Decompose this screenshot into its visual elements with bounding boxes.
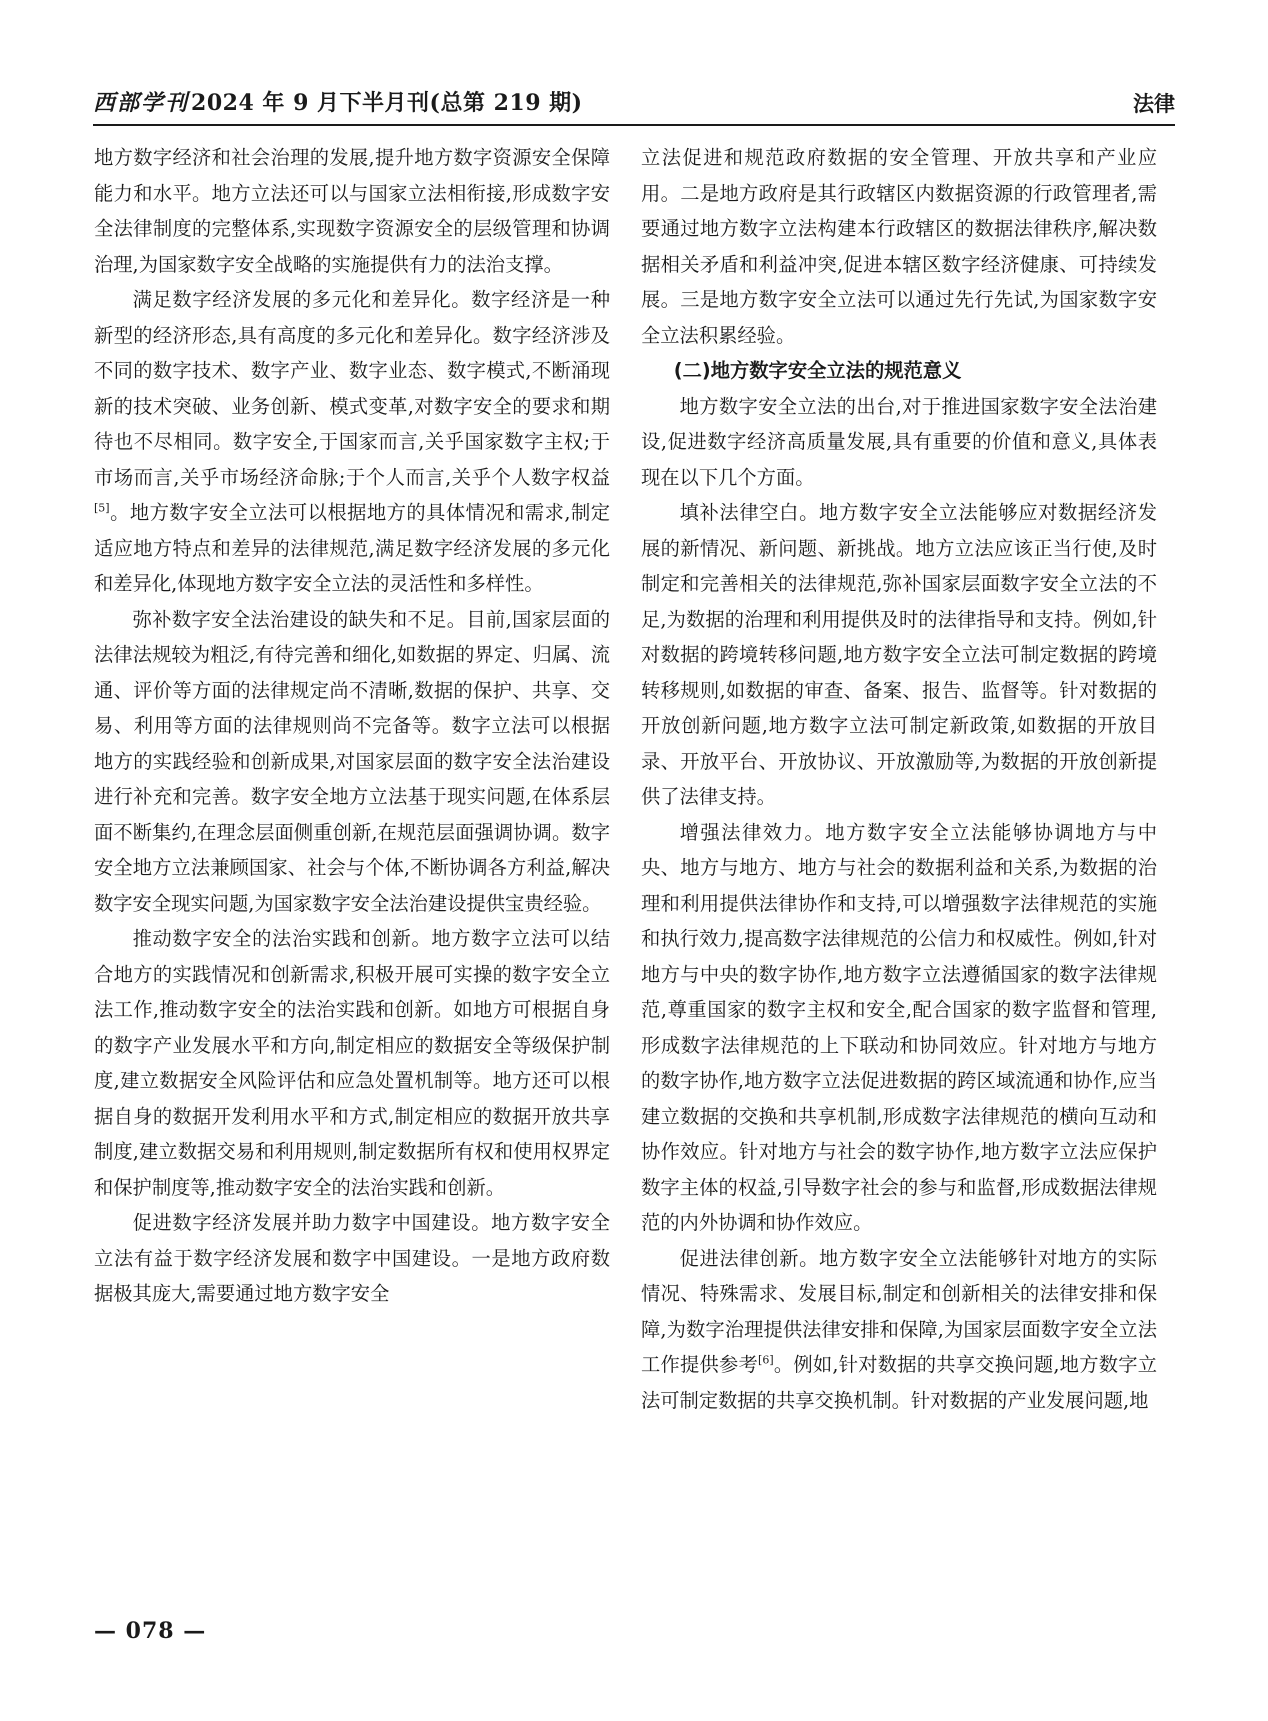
paragraph: 促进数字经济发展并助力数字中国建设。地方数字安全立法有益于数字经济发展和数字中国建设。一是地方政府数据极其庞大,需要通过地方数字安全 bbox=[94, 1211, 610, 1305]
paragraph: 推动数字安全的法治实践和创新。地方数字立法可以结合地方的实践情况和创新需求,积极开展可实操的数字安全立法工作,推动数字安全的法治实践和创新。如地方可根据自身的数字产业发展水平和方向,制定相应的数据安全等级保护制度,建立数据安全风险评估和应急处置机制等。地方还可以根据自身的数据开发利用水平和方式,制定相应的数据开放共享制度,建立数据交易和利用规则,制定数据所有权和使用权界定和保护制度等,推动数字安全的法治实践和创新。 bbox=[94, 927, 610, 1199]
paragraph bbox=[94, 282, 610, 602]
paragraph: 增强法律效力。地方数字安全立法能够协调地方与中央、地方与地方、地方与社会的数据利益和关系,为数据的治理和利用提供法律协作和支持,可以增强数字法律规范的实施和执行效力,提高数字法律规范的公信力和权威性。例如,针对地方与中央的数字协作,地方数字立法遵循国家的数字法律规范,尊重国家的数字主权和安全,配合国家的数字监督和管理,形成数字法律规范的上下联动和协同效应。针对地方与地方的数字协作,地方数字立法促进数据的跨区域流通和协作,应当建立数据的交换和共享机制,形成数字法律规范的横向互动和协作效应。针对地方与社会的数字协作,地方数字立法应保护数字主体的权益,引导数字社会的参与和监督,形成数据法律规范的内外协调和协作效应。 bbox=[641, 820, 1157, 1234]
paragraph-text: 满足数字经济发展的多元化和差异化。数字经济是一种新型的经济形态,具有高度的多元化和差异化。数字经济涉及不同的数字技术、数字产业、数字业态、数字模式,不断涌现新的技术突破、业务创新、模式变革,对数字安全的要求和期待也不尽相同。数字安全,于国家而言,关乎国家数字主权;于市场而言,关乎市场经济命脉;于个人而言,关乎个人数字权益 bbox=[94, 288, 610, 489]
citation-ref: [6] bbox=[758, 1353, 774, 1367]
section-label: 法律 bbox=[1133, 92, 1175, 116]
paragraph: 地方数字经济和社会治理的发展,提升地方数字资源安全保障能力和水平。地方立法还可以与国家立法相衔接,形成数字安全法律制度的完整体系,实现数字资源安全的层级管理和协调治理,为国家数字安全战略的实施提供有力的法治支撑。 bbox=[94, 146, 610, 276]
page-number: — 078 — bbox=[94, 1618, 207, 1644]
left-column bbox=[94, 140, 610, 1312]
paragraph: 地方数字安全立法的出台,对于推进国家数字安全法治建设,促进数字经济高质量发展,具有重要的价值和意义,具体表现在以下几个方面。 bbox=[641, 394, 1157, 489]
paragraph: 立法促进和规范政府数据的安全管理、开放共享和产业应用。二是地方政府是其行政辖区内数据资源的行政管理者,需要通过地方数字立法构建本行政辖区的数据法律秩序,解决数据相关矛盾和利益冲突,促进本辖区数字经济健康、可持续发展。三是地方数字安全立法可以通过先行先试,为国家数字安全立法积累经验。 bbox=[641, 146, 1157, 347]
paragraph-text: 。地方数字安全立法可以根据地方的具体情况和需求,制定适应地方特点和差异的法律规范,满足数字经济发展的多元化和差异化,体现地方数字安全立法的灵活性和多样性。 bbox=[94, 501, 610, 595]
paragraph: 弥补数字安全法治建设的缺失和不足。目前,国家层面的法律法规较为粗泛,有待完善和细化,如数据的界定、归属、流通、评价等方面的法律规定尚不清晰,数据的保护、共享、交易、利用等方面的法律规则尚不完备等。数字立法可以根据地方的实践经验和创新成果,对国家层面的数字安全法治建设进行补充和完善。数字安全地方立法基于现实问题,在体系层面不断集约,在理念层面侧重创新,在规范层面强调协调。数字安全地方立法兼顾国家、社会与个体,不断协调各方利益,解决数字安全现实问题,为国家数字安全法治建设提供宝贵经验。 bbox=[94, 607, 610, 915]
right-column bbox=[641, 140, 1157, 1418]
paragraph-text: 。例如,针对数据的共享交换问题,地方数字立法可制定数据的共享交换机制。针对数据的产业发展问题,地 bbox=[641, 1353, 1157, 1412]
paragraph: 填补法律空白。地方数字安全立法能够应对数据经济发展的新情况、新问题、新挑战。地方立法应该正当行使,及时制定和完善相关的法律规范,弥补国家层面数字安全立法的不足,为数据的治理和利用提供及时的法律指导和支持。例如,针对数据的跨境转移问题,地方数字安全立法可制定数据的跨境转移规则,如数据的审查、备案、报告、监督等。针对数据的开放创新问题,地方数字立法可制定新政策,如数据的开放目录、开放平台、开放协议、开放激励等,为数据的开放创新提供了法律支持。 bbox=[641, 501, 1157, 808]
running-header bbox=[93, 82, 1175, 126]
issue-info: 2024 年 9 月下半月刊(总第 219 期) bbox=[191, 90, 583, 116]
paragraph-text: 促进法律创新。地方数字安全立法能够针对地方的实际情况、特殊需求、发展目标,制定和创新相关的法律安排和保障,为数字治理提供法律安排和保障,为国家层面数字安全立法工作提供参考 bbox=[641, 1246, 1157, 1376]
paragraph bbox=[641, 1241, 1157, 1419]
journal-masthead bbox=[93, 86, 583, 117]
citation-ref: [5] bbox=[94, 501, 110, 515]
journal-logo: 西部学刊 bbox=[93, 90, 190, 116]
section-heading: (二)地方数字安全立法的规范意义 bbox=[673, 359, 962, 382]
